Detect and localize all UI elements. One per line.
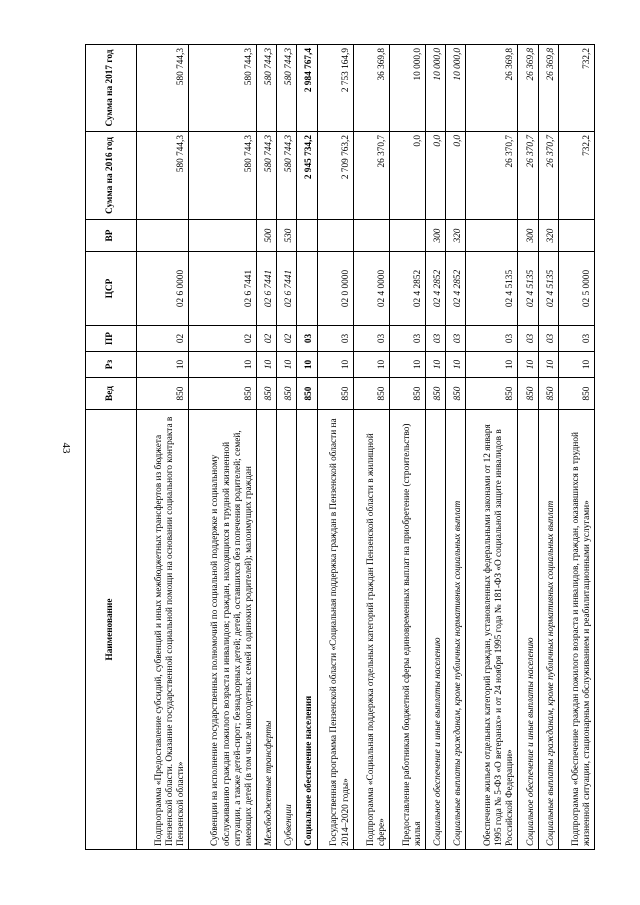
cell-pr: 03 — [466, 326, 518, 352]
cell-sum2017: 26 369,8 — [538, 45, 558, 132]
cell-sum2016: 26 370,7 — [518, 132, 538, 220]
cell-sum2017: 26 369,8 — [518, 45, 538, 132]
cell-ved: 850 — [446, 378, 466, 410]
cell-name: Субвенции — [277, 410, 297, 850]
cell-vr: 500 — [257, 220, 277, 252]
cell-csr: 02 4 0000 — [353, 252, 389, 326]
cell-name: Предоставление работникам бюджетной сферы единовременных выплат на приобретение (строительство) жилья — [389, 410, 425, 850]
table-row — [558, 45, 594, 850]
cell-sum2017: 580 744,3 — [189, 45, 257, 132]
cell-pr: 02 — [277, 326, 297, 352]
cell-ved: 850 — [257, 378, 277, 410]
table-row — [518, 45, 538, 850]
cell-sum2016: 0,0 — [426, 132, 446, 220]
table-row — [426, 45, 446, 850]
table-header-row — [86, 45, 137, 850]
cell-vr — [353, 220, 389, 252]
cell-pr: 03 — [426, 326, 446, 352]
header-name: Наименование — [86, 410, 137, 850]
cell-ved: 850 — [538, 378, 558, 410]
cell-ved: 850 — [426, 378, 446, 410]
cell-name: Социальное обеспечение и иные выплаты населению — [426, 410, 446, 850]
cell-rz: 10 — [446, 352, 466, 378]
cell-csr — [297, 252, 317, 326]
cell-rz: 10 — [297, 352, 317, 378]
cell-csr: 02 4 5135 — [518, 252, 538, 326]
cell-rz: 10 — [538, 352, 558, 378]
cell-csr: 02 6 0000 — [137, 252, 189, 326]
cell-csr: 02 4 2852 — [446, 252, 466, 326]
cell-ved: 850 — [137, 378, 189, 410]
cell-pr: 03 — [446, 326, 466, 352]
cell-ved: 850 — [466, 378, 518, 410]
cell-ved: 850 — [317, 378, 353, 410]
cell-name: Субвенции на исполнение государственных полномочий по социальной поддержке и социальному обслуживанию граждан пожилого возраста и инвалидов; граждан, находящихся в трудной жизненной ситуации, а также детей-сирот; безнадзорных детей; детей, оставшихся без попечения родителей; семей, имеющих детей (в том числе многодетных семей и одиноких родителей); малоимущих граждан — [189, 410, 257, 850]
cell-rz: 10 — [277, 352, 297, 378]
cell-sum2016: 0,0 — [446, 132, 466, 220]
cell-pr: 03 — [558, 326, 594, 352]
cell-vr: 300 — [426, 220, 446, 252]
cell-sum2016: 26 370,7 — [538, 132, 558, 220]
table-row — [353, 45, 389, 850]
cell-name: Социальные выплаты гражданам, кроме публичных нормативных социальных выплат — [446, 410, 466, 850]
cell-sum2016: 26 370,7 — [353, 132, 389, 220]
header-sum-2016: Сумма на 2016 год — [86, 132, 137, 220]
cell-vr — [466, 220, 518, 252]
header-pr: ПР — [86, 326, 137, 352]
cell-vr — [189, 220, 257, 252]
cell-sum2016: 26 370,7 — [466, 132, 518, 220]
cell-sum2016: 580 744,3 — [277, 132, 297, 220]
cell-csr: 02 0 0000 — [317, 252, 353, 326]
cell-sum2016: 2 709 763,2 — [317, 132, 353, 220]
cell-ved: 850 — [297, 378, 317, 410]
table-row — [466, 45, 518, 850]
cell-pr: 02 — [257, 326, 277, 352]
cell-rz: 10 — [353, 352, 389, 378]
cell-csr: 02 4 5135 — [466, 252, 518, 326]
cell-sum2017: 36 369,8 — [353, 45, 389, 132]
cell-rz: 10 — [317, 352, 353, 378]
cell-pr: 02 — [137, 326, 189, 352]
cell-name: Государственная программа Пензенской области «Социальная поддержка граждан в Пензенской области на 2014–2020 годы» — [317, 410, 353, 850]
cell-pr: 03 — [389, 326, 425, 352]
cell-sum2016: 2 945 734,2 — [297, 132, 317, 220]
cell-pr: 02 — [189, 326, 257, 352]
cell-csr: 02 5 0000 — [558, 252, 594, 326]
cell-sum2017: 2 753 164,9 — [317, 45, 353, 132]
cell-name: Подпрограмма «Предоставление субсидий, субвенций и иных межбюджетных трансфертов из бюджета Пензенской области. Оказание государственной социальной помощи на основании социального контракта в Пензенской области» — [137, 410, 189, 850]
header-ved: Вед — [86, 378, 137, 410]
budget-table — [85, 44, 595, 850]
header-vr: ВР — [86, 220, 137, 252]
cell-vr — [558, 220, 594, 252]
cell-rz: 10 — [518, 352, 538, 378]
cell-rz: 10 — [137, 352, 189, 378]
cell-pr: 03 — [538, 326, 558, 352]
table-row — [189, 45, 257, 850]
cell-vr — [317, 220, 353, 252]
header-csr: ЦСР — [86, 252, 137, 326]
cell-sum2017: 10 000,0 — [446, 45, 466, 132]
budget-table-wrapper — [85, 45, 595, 850]
cell-vr — [137, 220, 189, 252]
cell-ved: 850 — [277, 378, 297, 410]
cell-ved: 850 — [189, 378, 257, 410]
cell-ved: 850 — [353, 378, 389, 410]
cell-csr: 02 6 7441 — [189, 252, 257, 326]
cell-csr: 02 6 7441 — [257, 252, 277, 326]
table-row — [137, 45, 189, 850]
cell-rz: 10 — [466, 352, 518, 378]
header-sum-2017: Сумма на 2017 год — [86, 45, 137, 132]
cell-name: Социальные выплаты гражданам, кроме публичных нормативных социальных выплат — [538, 410, 558, 850]
cell-sum2017: 26 369,8 — [466, 45, 518, 132]
cell-rz: 10 — [426, 352, 446, 378]
page-number: 43 — [60, 442, 72, 454]
cell-name: Обеспечение жильем отдельных категорий граждан, установленных федеральными законами от 12 января 1995 года № 5-ФЗ «О ветеранах» и от 24 ноября 1995 года № 181-ФЗ «О социальной защите инвалидов в Российской Федерации» — [466, 410, 518, 850]
cell-pr: 03 — [353, 326, 389, 352]
cell-ved: 850 — [518, 378, 538, 410]
table-row — [538, 45, 558, 850]
cell-sum2016: 0,0 — [389, 132, 425, 220]
cell-sum2017: 580 744,3 — [137, 45, 189, 132]
table-body — [137, 45, 595, 850]
cell-pr: 03 — [297, 326, 317, 352]
cell-csr: 02 4 5135 — [538, 252, 558, 326]
cell-name: Подпрограмма «Социальная поддержка отдельных категорий граждан Пензенской области в жилищной сфере» — [353, 410, 389, 850]
cell-sum2016: 732,2 — [558, 132, 594, 220]
cell-vr: 530 — [277, 220, 297, 252]
cell-name: Межбюджетные трансферты — [257, 410, 277, 850]
cell-csr: 02 6 7441 — [277, 252, 297, 326]
cell-pr: 03 — [317, 326, 353, 352]
header-rz: Рз — [86, 352, 137, 378]
cell-csr: 02 4 2852 — [389, 252, 425, 326]
cell-csr: 02 4 2852 — [426, 252, 446, 326]
table-row — [257, 45, 277, 850]
table-row — [446, 45, 466, 850]
cell-rz: 10 — [189, 352, 257, 378]
cell-vr — [297, 220, 317, 252]
cell-vr: 320 — [446, 220, 466, 252]
cell-sum2017: 10 000,0 — [426, 45, 446, 132]
cell-rz: 10 — [389, 352, 425, 378]
rotated-table-area — [85, 45, 595, 850]
cell-name: Подпрограмма «Обеспечение граждан пожилого возраста и инвалидов, граждан, оказавшихся в трудной жизненной ситуации, стационарным обслуживанием и реабилитационными услугами» — [558, 410, 594, 850]
table-row — [389, 45, 425, 850]
cell-sum2017: 2 984 767,4 — [297, 45, 317, 132]
cell-sum2017: 580 744,3 — [277, 45, 297, 132]
cell-vr — [389, 220, 425, 252]
table-row — [317, 45, 353, 850]
cell-rz: 10 — [558, 352, 594, 378]
cell-pr: 03 — [518, 326, 538, 352]
cell-vr: 320 — [538, 220, 558, 252]
cell-rz: 10 — [257, 352, 277, 378]
cell-ved: 850 — [558, 378, 594, 410]
table-row — [297, 45, 317, 850]
table-row — [277, 45, 297, 850]
cell-name: Социальное обеспечение населения — [297, 410, 317, 850]
cell-vr: 300 — [518, 220, 538, 252]
cell-sum2016: 580 744,3 — [257, 132, 277, 220]
cell-sum2016: 580 744,3 — [137, 132, 189, 220]
cell-ved: 850 — [389, 378, 425, 410]
cell-sum2017: 580 744,3 — [257, 45, 277, 132]
cell-name: Социальное обеспечение и иные выплаты населению — [518, 410, 538, 850]
cell-sum2016: 580 744,3 — [189, 132, 257, 220]
cell-sum2017: 732,2 — [558, 45, 594, 132]
cell-sum2017: 10 000,0 — [389, 45, 425, 132]
